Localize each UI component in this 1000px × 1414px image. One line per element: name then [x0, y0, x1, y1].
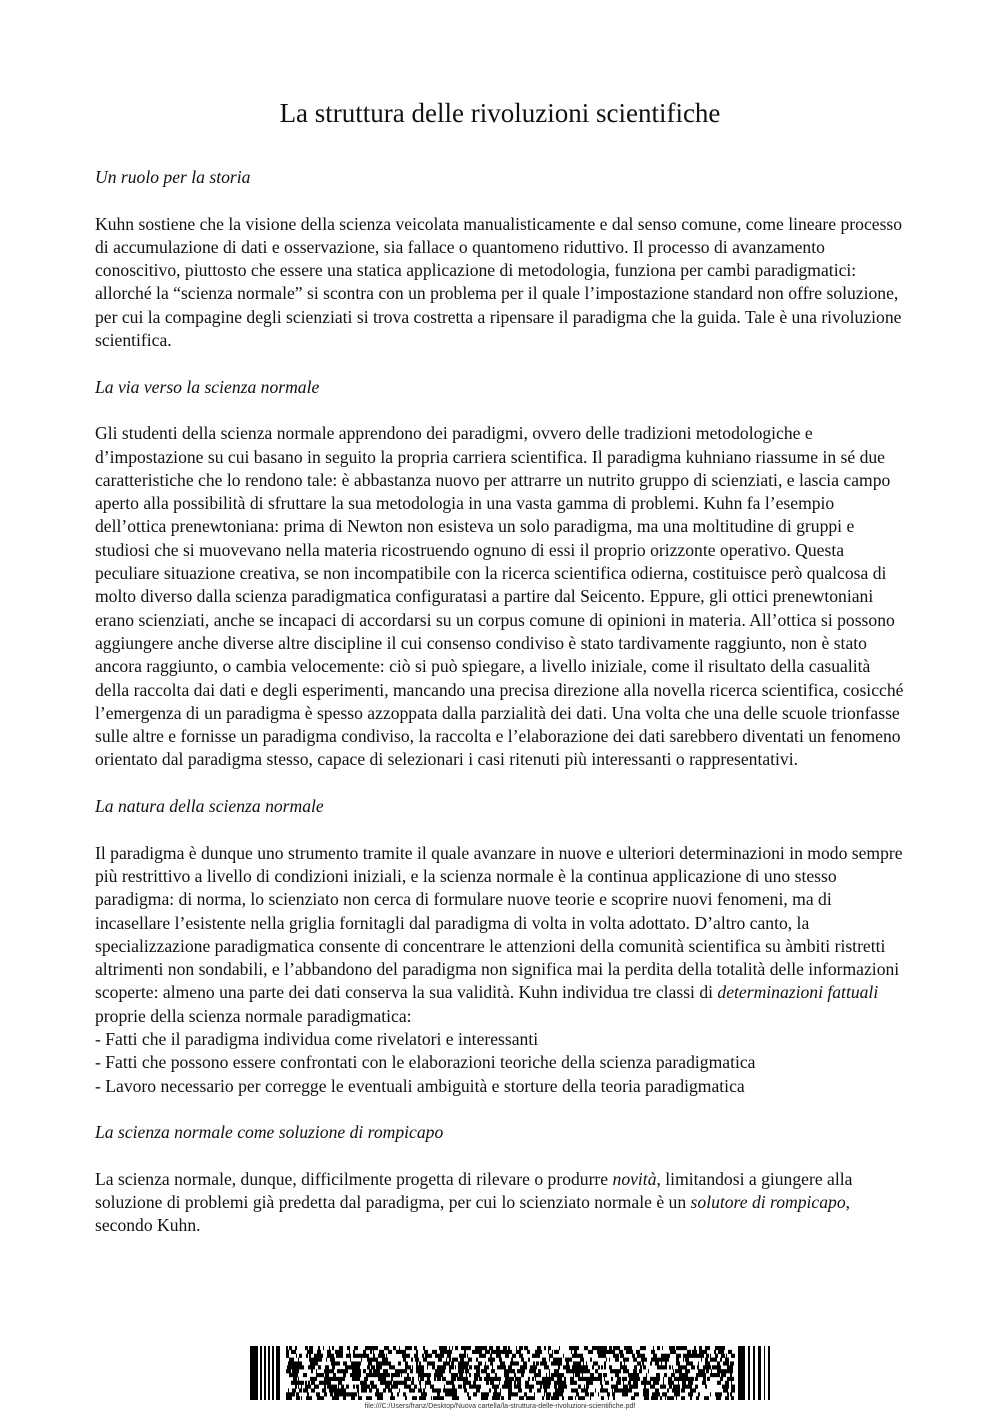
- list-item: - Lavoro necessario per corregge le eventuali ambiguità e storture della teoria paradigmatica: [95, 1075, 745, 1096]
- section-paragraph: Gli studenti della scienza normale apprendono dei paradigmi, ovvero delle tradizioni metodologiche e d’impostazione su cui basano in seguito la propria carriera scientifica. Il paradigma kuhniano riassume in sé due caratteristiche che lo rendono tale: è abbastanza nuovo per attrarre un nutrito gruppo di scienziati, e lascia campo aperto alla possibilità di sfruttare la sua metodologia in una vasta gamma di problemi. Kuhn fa l’esempio dell’ottica prenewtoniana: prima di Newton non esisteva un solo paradigma, ma una moltitudine di gruppi e studiosi che si muovevano nella materia ricostruendo ognuno di essi il proprio orizzonte operativo. Questa peculiare situazione creativa, se non incompatibile con la ricerca scientifica odierna, costituisce però qualcosa di molto diverso dalla scienza paradigmatica configuratasi a partire dal Seicento. Eppure, gli ottici prenewtoniani erano scienziati, anche se incapaci di accordarsi su un corpus comune di opinioni in materia. All’ottica si possono aggiungere anche diverse altre discipline il cui consenso condiviso è stato tardivamente raggiunto, non è stato ancora raggiunto, o cambia velocemente: ciò si può spiegare, a livello iniziale, come il risultato della casualità della raccolta dai dati e degli esperimenti, mancando una precisa direzione alla novella ricerca scientifica, cosicché l’emergenza di un paradigma è spesso azzoppata dalla parzialità dei dati. Una volta che una delle scuole trionfasse sulle altre e fornisse un paradigma condiviso, la raccolta e l’elaborazione dei dati sarebbero diventati un fenomeno orientato dal paradigma stesso, capace di selezionari i casi ritenuti più interessanti o rappresentativi.: [95, 423, 904, 770]
- paragraph-text: Il paradigma è dunque uno strumento tramite il quale avanzare in nuove e ulteriori determinazioni in modo sempre più restrittivo a livello di condizioni iniziali, e la scienza normale è la continua applicazione di uno stesso paradigma: di norma, lo scienziato non cerca di formulare nuove teorie e scoprire nuovi fenomeni, ma di incasellare l’esistente nella griglia fornitagli dal paradigma di volta in volta adottato. D’altro canto, la specializzazione paradigmatica consente di concentrare le attenzioni della comunità scientifica su àmbiti ristretti altrimenti non sondabili, e l’abbandono del paradigma non significa mai la perdita della totalità delle informazioni scoperte: almeno una parte dei dati conserva la sua validità. Kuhn individua tre classi di: [95, 842, 903, 1003]
- document-title: La struttura delle rivoluzioni scientifiche: [279, 98, 721, 128]
- list-item: - Fatti che il paradigma individua come rivelatori e interessanti: [95, 1028, 539, 1049]
- paragraph-text: proprie della scienza normale paradigmatica:: [95, 1005, 412, 1026]
- file-path-footer: file:///C:/Users/franz/Desktop/Nuova cartella/la-struttura-delle-rivoluzioni-scientifiche.pdf: [364, 1403, 636, 1410]
- section-paragraph: [95, 842, 907, 1028]
- section-paragraph: [95, 1168, 907, 1238]
- section-heading: Un ruolo per la storia: [95, 167, 251, 187]
- section-paragraph: Kuhn sostiene che la visione della scienza veicolata manualisticamente e dal senso comune, come lineare processo di accumulazione di dati e osservazione, sia fallace o quantomeno riduttivo. Il processo di avanzamento conoscitivo, piuttosto che essere una statica applicazione di metodologia, funziona per cambi paradigmatici: allorché la “scienza normale” si scontra con un problema per il quale l’impostazione standard non offre soluzione, per cui la compagine degli scienziati si trova costretta a ripensare il paradigma che la guida. Tale è una rivoluzione scientifica.: [95, 213, 903, 351]
- emphasis-text: solutore di rompicapo: [690, 1192, 846, 1213]
- paragraph-text: , secondo Kuhn.: [95, 1192, 851, 1236]
- emphasis-text: novità: [612, 1168, 657, 1189]
- list-item: - Fatti che possono essere confrontati con le elaborazioni teoriche della scienza paradigmatica: [95, 1052, 756, 1073]
- document-body: [95, 166, 907, 1238]
- emphasis-text: determinazioni fattuali: [717, 982, 879, 1003]
- paragraph-text: , limitandosi a giungere alla soluzione di problemi già predetta dal paradigma, per cui lo scienziato normale è un: [95, 1168, 853, 1213]
- pdf417-barcode: [250, 1346, 770, 1400]
- section-heading: La via verso la scienza normale: [95, 376, 320, 397]
- section-heading: La scienza normale come soluzione di rompicapo: [95, 1122, 444, 1143]
- section-heading: La natura della scienza normale: [95, 796, 324, 817]
- paragraph-text: La scienza normale, dunque, difficilmente progetta di rilevare o produrre: [95, 1168, 613, 1189]
